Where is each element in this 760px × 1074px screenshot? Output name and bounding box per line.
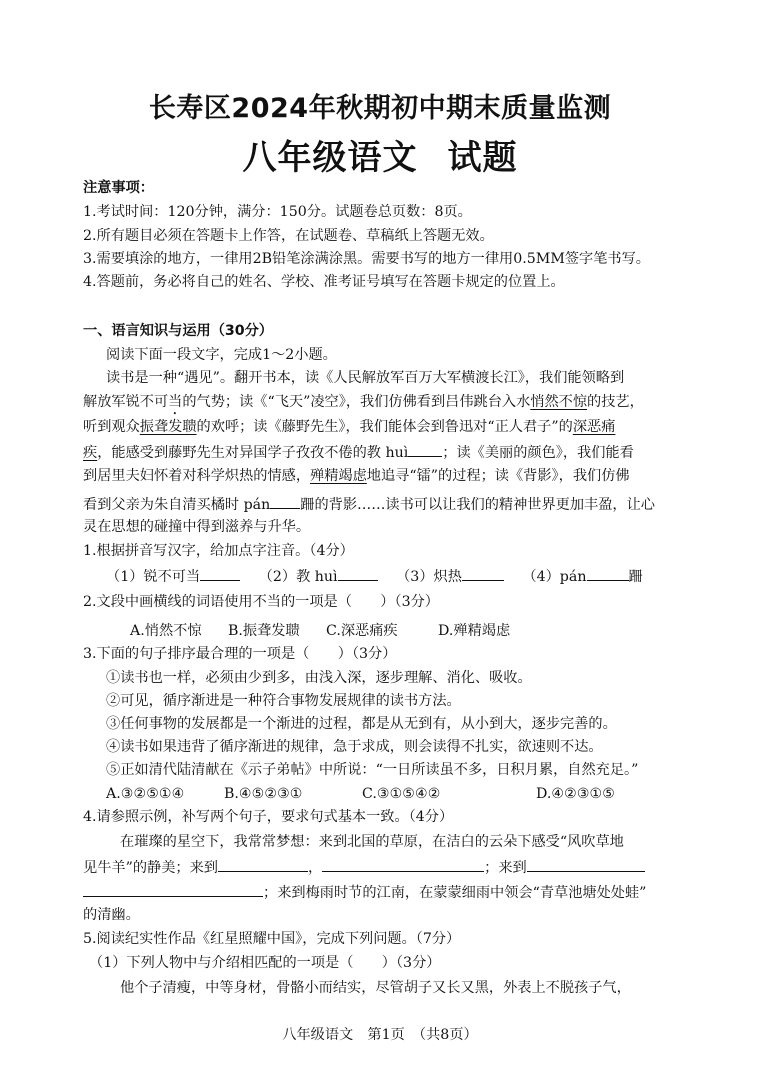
sentence-1: ①读书也一样，必须由少到多，由浅入深，逐步理解、消化、吸收。 bbox=[106, 670, 532, 686]
note-3: 3.需要填涂的地方，一律用2B铅笔涂满涂黑。需要书写的地方一律用0.5MM签字笔书写。 bbox=[83, 251, 650, 267]
answer-blank bbox=[408, 442, 442, 457]
question-3-stem: 3.下面的句子排序最合理的一项是（ ）（3分） bbox=[83, 646, 397, 662]
question-4-stem: 4.请参照示例，补写两个句子，要求句式基本一致。（4分） bbox=[83, 809, 454, 825]
question-1-stem: 1.根据拼音写汉字，给加点字注音。（4分） bbox=[83, 543, 354, 559]
underlined-term: 深恶痛 bbox=[572, 419, 616, 435]
note-4: 4.答题前，务必将自己的姓名、学校、准考证号填写在答题卡规定的位置上。 bbox=[83, 274, 565, 290]
question-2-options: A.悄然不惊 B.振聋发聩 C.深恶痛疾 D.殚精竭虑 bbox=[130, 623, 511, 639]
question-4-example-3: ；来到梅雨时节的江南，在蒙蒙细雨中领会“青草池塘处处蛙” bbox=[83, 882, 646, 902]
passage-line-1: 读书是一种“遇见”。翻开书本，读《人民解放军百万大军横渡长江》，我们能领略到 bbox=[106, 370, 625, 386]
sentence-5: ⑤正如清代陆清献在《示子弟帖》中所说：“一日所读虽不多，日积月累，自然充足。” bbox=[106, 762, 639, 778]
note-2: 2.所有题目必须在答题卡上作答，在试题卷、草稿纸上答题无效。 bbox=[83, 228, 494, 244]
sentence-3: ③任何事物的发展都是一个渐进的过程，都是从无到有，从小到大，逐步完善的。 bbox=[106, 716, 617, 732]
page-footer: 八年级语文 第1页 （共8页） bbox=[282, 1027, 478, 1043]
question-5-sub-1: （1）下列人物中与介绍相匹配的一项是（ ）（3分） bbox=[89, 955, 441, 971]
underlined-term: 振聋发聩 bbox=[139, 419, 197, 435]
note-1: 1.考试时间：120分钟，满分：150分。试题卷总页数：8页。 bbox=[83, 204, 472, 220]
notes-heading: 注意事项： bbox=[83, 180, 154, 196]
answer-blank bbox=[200, 566, 240, 581]
answer-blank bbox=[587, 566, 629, 581]
section-heading: 一、语言知识与运用（30分） bbox=[83, 323, 273, 339]
question-5-text: 他个子清瘦，中等身材，骨骼小而结实，尽管胡子又长又黑，外表上不脱孩子气， bbox=[120, 980, 631, 996]
answer-blank bbox=[527, 857, 645, 872]
question-4-example-2: 见牛羊”的静美；来到 ， ；来到 bbox=[83, 857, 645, 877]
passage-line-3: 听到观众振聋发聩的欢呼；读《藤野先生》，我们能体会到鲁迅对“正人君子”的深恶痛 bbox=[83, 419, 616, 435]
answer-blank bbox=[338, 566, 378, 581]
question-5-stem: 5.阅读纪实性作品《红星照耀中国》，完成下列问题。（7分） bbox=[83, 931, 461, 947]
passage-intro: 阅读下面一段文字，完成1～2小题。 bbox=[106, 347, 337, 363]
underlined-term: 殚精竭虑 bbox=[310, 468, 367, 484]
sentence-2: ②可见，循序渐进是一种符合事物发展规律的读书方法。 bbox=[106, 693, 461, 709]
underlined-term: 悄然不惊 bbox=[530, 394, 588, 410]
answer-blank bbox=[270, 494, 300, 509]
question-4-example-1: 在璀璨的星空下，我常常梦想：来到北国的草原，在洁白的云朵下感受“风吹草地 bbox=[120, 834, 624, 850]
question-1-options: （1）锐不可当 （2）教 huì （3）炽热 （4）pán 跚 bbox=[106, 566, 643, 586]
passage-line-2: 解放军锐不可当的气势；读《“飞天”凌空》，我们仿佛看到吕伟跳台入水悄然不惊的技艺， bbox=[83, 394, 644, 410]
answer-blank bbox=[218, 857, 308, 872]
passage-line-5: 到居里夫妇怀着对科学炽热的情感，殚精竭虑地追寻“镭”的过程；读《背影》，我们仿佛 bbox=[83, 468, 630, 484]
question-3-options: A.③②⑤①④ B.④⑤②③① C.③①⑤④② D.④②③①⑤ bbox=[106, 786, 615, 802]
sentence-4: ④读书如果违背了循序渐进的规律，急于求成，则会读得不扎实，欲速则不达。 bbox=[106, 739, 603, 755]
passage-line-6: 看到父亲为朱自清买橘时 pán 跚的背影……读书可以让我们的精神世界更加丰盈，让心 bbox=[83, 494, 655, 514]
passage-line-7: 灵在思想的碰撞中得到滋养与升华。 bbox=[83, 519, 311, 535]
question-2-stem: 2.文段中画横线的词语使用不当的一项是（ ）（3分） bbox=[83, 594, 439, 610]
question-4-example-4: 的清幽。 bbox=[83, 907, 140, 923]
answer-blank bbox=[322, 857, 484, 872]
exam-title: 长寿区2024年秋期初中期末质量监测 bbox=[148, 93, 612, 124]
passage-line-4: 疾，能感受到藤野先生对异国学子孜孜不倦的教 huì ；读《美丽的颜色》，我们能看 bbox=[83, 442, 634, 462]
answer-blank bbox=[83, 882, 263, 897]
exam-subtitle: 八年级语文 试题 bbox=[242, 138, 518, 178]
answer-blank bbox=[462, 566, 504, 581]
